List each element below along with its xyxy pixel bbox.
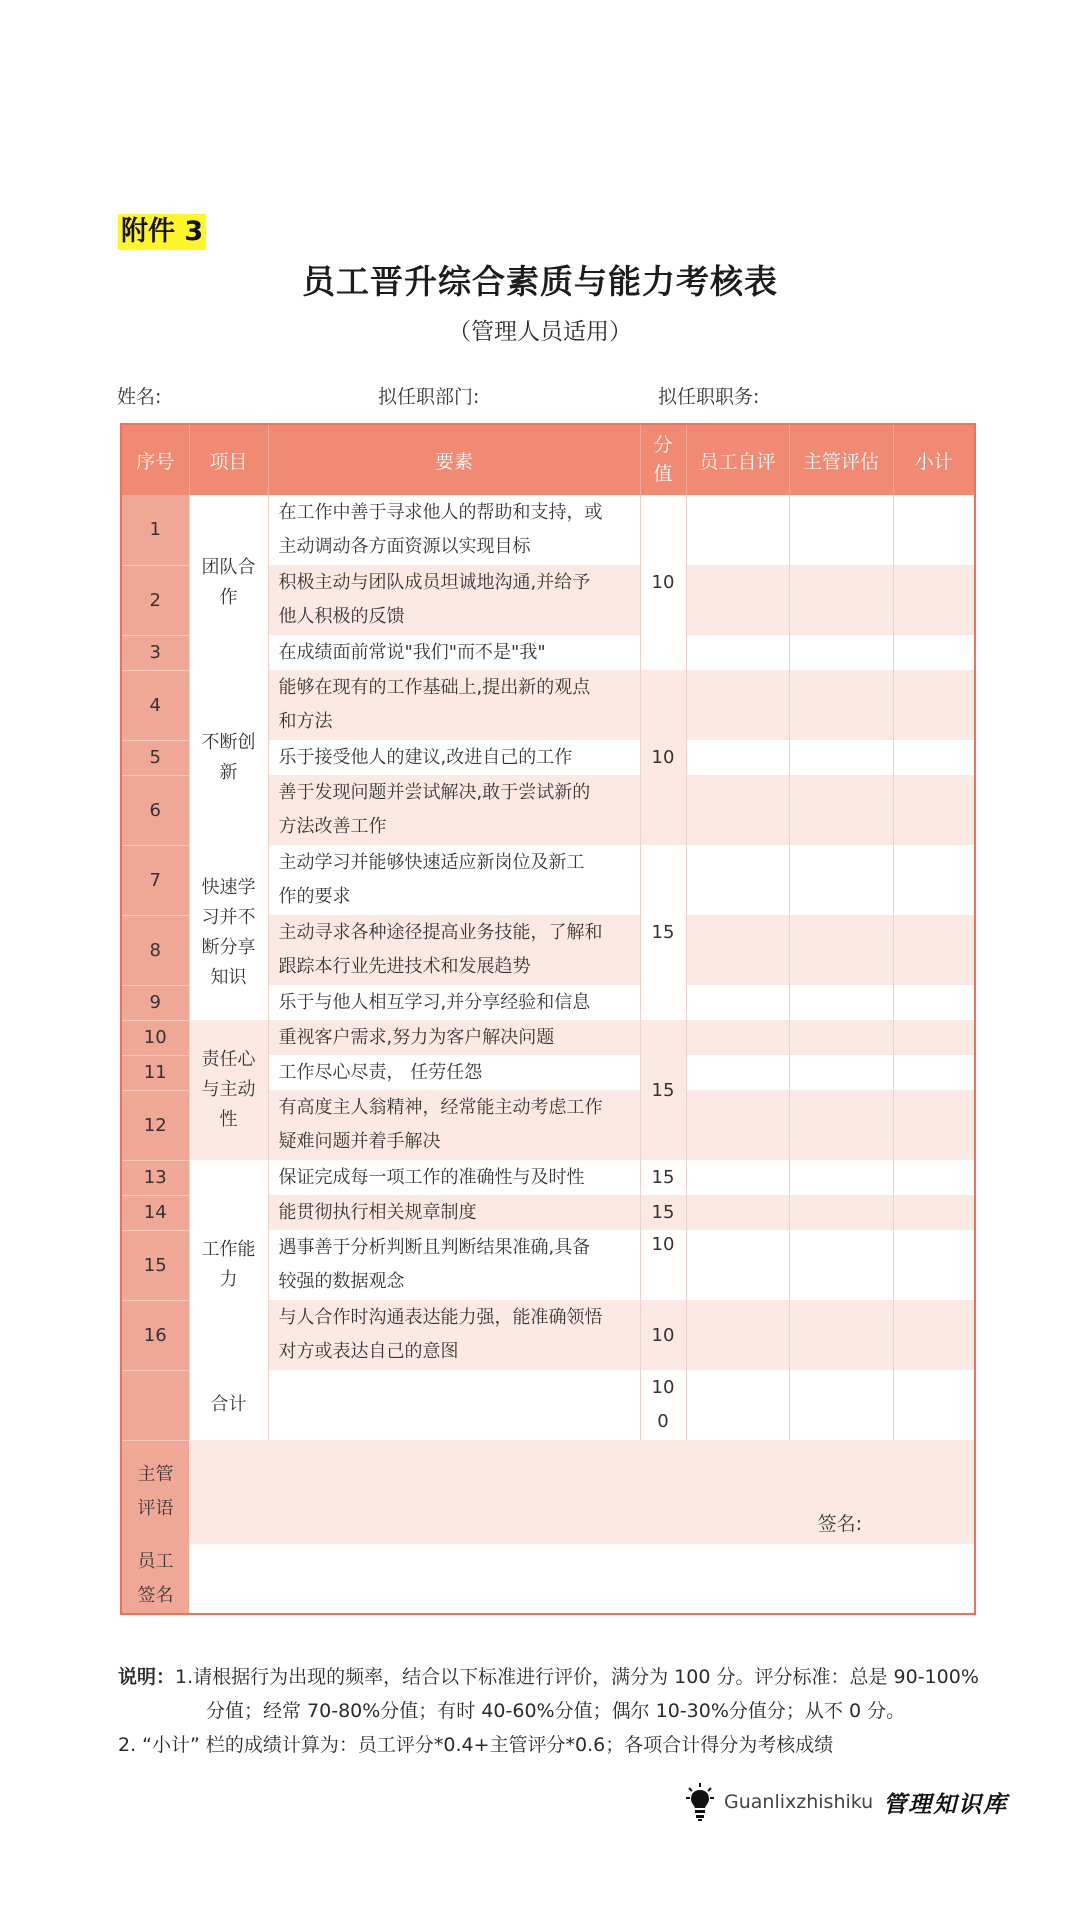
page-subtitle: （管理人员适用）: [448, 319, 632, 345]
row-index: 3: [121, 635, 189, 670]
item-label-line: 作: [219, 586, 238, 608]
note-2: 2. “小计” 栏的成绩计算为：员工评分*0.4+主管评分*0.6；各项合计得分为考核成绩: [118, 1734, 834, 1756]
element-cell: 工作尽心尽责， 任劳任怨: [268, 1055, 640, 1090]
element-line: 遇事善于分析判断且判断结果准确,具备: [278, 1237, 591, 1258]
element-line: 与人合作时沟通表达能力强，能准确领悟: [278, 1307, 603, 1328]
element-line: 能够在现有的工作基础上,提出新的观点: [278, 677, 591, 698]
manager-eval-cell[interactable]: [789, 1055, 893, 1090]
manager-eval-cell[interactable]: [789, 985, 893, 1020]
total-element-cell: [268, 1370, 640, 1440]
row-index: 6: [121, 775, 189, 845]
manager-eval-cell[interactable]: [789, 1020, 893, 1055]
element-cell: [268, 915, 640, 985]
self-eval-cell[interactable]: [686, 985, 789, 1020]
department-label: 拟任职部门:: [378, 386, 480, 408]
score-cell: 15: [640, 845, 686, 1020]
element-line: 主动学习并能够快速适应新岗位及新工: [278, 852, 585, 873]
item-responsibility: [189, 1020, 268, 1160]
label-line: 签名: [137, 1584, 174, 1606]
note-1-line-1: 1.请根据行为出现的频率，结合以下标准进行评价，满分为 100 分。评分标准：总是 90-100%: [175, 1666, 979, 1688]
manager-comment-row: [121, 1440, 975, 1544]
manager-eval-cell[interactable]: [789, 635, 893, 670]
header-score-line2: 值: [653, 463, 673, 485]
item-label-line: 知识: [210, 966, 247, 988]
notes-section: [118, 1660, 979, 1762]
table-row: [121, 845, 975, 915]
table-row: [121, 1020, 975, 1055]
element-line: 方法改善工作: [278, 816, 387, 837]
score-cell: 15: [640, 1195, 686, 1230]
item-label-line: 与主动: [201, 1079, 256, 1100]
label-line: 员工: [137, 1550, 174, 1572]
self-eval-cell[interactable]: [686, 740, 789, 775]
row-index: 5: [121, 740, 189, 775]
attachment-label: 附件 3: [118, 214, 206, 250]
lightbulb-icon: [686, 1782, 714, 1822]
header-element: 要素: [268, 424, 640, 495]
manager-eval-cell[interactable]: [789, 1195, 893, 1230]
manager-comment-field[interactable]: [189, 1440, 975, 1544]
subtotal-cell[interactable]: [893, 1160, 975, 1195]
assessment-table: [120, 423, 976, 1615]
manager-eval-cell[interactable]: [789, 495, 893, 565]
element-cell: [268, 670, 640, 740]
subtotal-cell[interactable]: [893, 1020, 975, 1055]
element-cell: 乐于接受他人的建议,改进自己的工作: [268, 740, 640, 775]
note-1-line-2: 分值；经常 70-80%分值；有时 40-60%分值；偶尔 10-30%分值分；从不 0 分。: [206, 1700, 906, 1722]
signature-label: 签名:: [817, 1513, 862, 1535]
item-label-line: 力: [219, 1269, 238, 1290]
item-innovation: [189, 670, 268, 845]
manager-eval-cell[interactable]: [789, 845, 893, 915]
brand-watermark: [686, 1780, 1008, 1824]
brand-name-en: Guanlixzhishiku: [724, 1791, 874, 1813]
row-index: 8: [121, 915, 189, 985]
header-item: 项目: [189, 424, 268, 495]
self-eval-cell[interactable]: [686, 1090, 789, 1160]
header-index: 序号: [121, 424, 189, 495]
element-cell: 保证完成每一项工作的准确性与及时性: [268, 1160, 640, 1195]
label-line: 主管: [137, 1464, 174, 1486]
element-line: 疑难问题并着手解决: [278, 1131, 441, 1152]
subtotal-cell[interactable]: [893, 915, 975, 985]
manager-eval-cell[interactable]: [789, 670, 893, 740]
element-cell: 能贯彻执行相关规章制度: [268, 1195, 640, 1230]
subtotal-cell[interactable]: [893, 565, 975, 635]
row-index: 12: [121, 1090, 189, 1160]
header-self-eval: 员工自评: [686, 424, 789, 495]
element-cell: 乐于与他人相互学习,并分享经验和信息: [268, 985, 640, 1020]
item-label-line: 习并不: [201, 906, 256, 928]
item-learning: [189, 845, 268, 1020]
item-label-line: 性: [219, 1109, 238, 1130]
element-cell: [268, 565, 640, 635]
header-score-line1: 分: [653, 434, 673, 456]
manager-comment-label: [121, 1440, 189, 1544]
self-eval-cell[interactable]: [686, 1055, 789, 1090]
row-index: 4: [121, 670, 189, 740]
employee-signature-row: [121, 1544, 975, 1614]
self-eval-cell[interactable]: [686, 670, 789, 740]
element-line: 跟踪本行业先进技术和发展趋势: [278, 956, 531, 977]
row-index: 16: [121, 1300, 189, 1370]
element-line: 主动寻求各种途径提高业务技能，了解和: [278, 922, 603, 943]
self-eval-cell[interactable]: [686, 775, 789, 845]
item-label-line: 新: [219, 761, 238, 783]
subtotal-cell[interactable]: [893, 495, 975, 565]
score-cell: 10: [640, 1300, 686, 1370]
header-score: [640, 424, 686, 495]
item-label-line: 团队合: [201, 556, 256, 578]
score-cell: 15: [640, 1020, 686, 1160]
element-cell: 在成绩面前常说"我们"而不是"我": [268, 635, 640, 670]
manager-eval-cell[interactable]: [789, 740, 893, 775]
manager-eval-cell[interactable]: [789, 1230, 893, 1300]
total-score-line: 0: [657, 1411, 669, 1432]
element-line: 对方或表达自己的意图: [278, 1341, 459, 1362]
table-row: [121, 1160, 975, 1195]
brand-name-cn: 管理知识库: [883, 1790, 1009, 1818]
self-eval-cell[interactable]: [686, 1195, 789, 1230]
element-line: 作的要求: [278, 886, 351, 907]
score-cell: 10: [640, 670, 686, 845]
manager-eval-cell[interactable]: [789, 1300, 893, 1370]
row-index: 14: [121, 1195, 189, 1230]
element-line: 积极主动与团队成员坦诚地沟通,并给予: [278, 572, 591, 593]
subtotal-cell[interactable]: [893, 1300, 975, 1370]
element-cell: [268, 1300, 640, 1370]
total-score-line: 10: [651, 1377, 675, 1398]
total-self-eval-cell[interactable]: [686, 1370, 789, 1440]
subtotal-cell[interactable]: [893, 985, 975, 1020]
row-index: 7: [121, 845, 189, 915]
page-title: 员工晋升综合素质与能力考核表: [302, 262, 778, 301]
subtotal-cell[interactable]: [893, 1195, 975, 1230]
item-label-line: 不断创: [201, 731, 256, 753]
item-label-line: 快速学: [201, 876, 256, 898]
row-index: 10: [121, 1020, 189, 1055]
self-eval-cell[interactable]: [686, 565, 789, 635]
self-eval-cell[interactable]: [686, 915, 789, 985]
manager-eval-cell[interactable]: [789, 565, 893, 635]
total-index-cell: [121, 1370, 189, 1440]
element-cell: 重视客户需求,努力为客户解决问题: [268, 1020, 640, 1055]
row-index: 9: [121, 985, 189, 1020]
subtotal-cell[interactable]: [893, 845, 975, 915]
element-line: 主动调动各方面资源以实现目标: [278, 536, 531, 557]
table-row: [121, 670, 975, 740]
table-row: [121, 495, 975, 565]
item-label-line: 断分享: [201, 936, 256, 958]
item-team-cooperation: [189, 495, 268, 670]
subtotal-cell[interactable]: [893, 740, 975, 775]
element-line: 较强的数据观念: [278, 1271, 405, 1292]
element-cell: [268, 495, 640, 565]
label-line: 评语: [137, 1498, 174, 1520]
row-index: 13: [121, 1160, 189, 1195]
total-label: 合计: [189, 1370, 268, 1440]
notes-lead: 说明：: [118, 1666, 176, 1688]
subtotal-cell[interactable]: [893, 1090, 975, 1160]
table-header-row: [121, 424, 975, 495]
item-label-line: 工作能: [201, 1239, 256, 1260]
score-cell: 10: [640, 1230, 686, 1300]
row-index: 15: [121, 1230, 189, 1300]
manager-eval-cell[interactable]: [789, 1090, 893, 1160]
manager-eval-cell[interactable]: [789, 1160, 893, 1195]
element-cell: [268, 1090, 640, 1160]
item-work-ability: [189, 1160, 268, 1370]
self-eval-cell[interactable]: [686, 1020, 789, 1055]
header-manager-eval: 主管评估: [789, 424, 893, 495]
total-subtotal-cell[interactable]: [893, 1370, 975, 1440]
row-index: 11: [121, 1055, 189, 1090]
note-1: [118, 1660, 979, 1694]
score-cell: 10: [640, 495, 686, 670]
employee-signature-field[interactable]: [189, 1544, 975, 1614]
element-line: 善于发现问题并尝试解决,敢于尝试新的: [278, 782, 591, 803]
self-eval-cell[interactable]: [686, 1160, 789, 1195]
row-index: 1: [121, 495, 189, 565]
total-row: [121, 1370, 975, 1440]
employee-signature-label: [121, 1544, 189, 1614]
subtotal-cell[interactable]: [893, 775, 975, 845]
header-subtotal: 小计: [893, 424, 975, 495]
subtotal-cell[interactable]: [893, 635, 975, 670]
element-cell: [268, 775, 640, 845]
row-index: 2: [121, 565, 189, 635]
self-eval-cell[interactable]: [686, 495, 789, 565]
element-cell: [268, 1230, 640, 1300]
name-label: 姓名:: [117, 386, 162, 408]
score-cell: 15: [640, 1160, 686, 1195]
element-line: 他人积极的反馈: [278, 606, 405, 627]
subtotal-cell[interactable]: [893, 670, 975, 740]
manager-eval-cell[interactable]: [789, 775, 893, 845]
element-cell: [268, 845, 640, 915]
total-manager-eval-cell[interactable]: [789, 1370, 893, 1440]
element-line: 有高度主人翁精神，经常能主动考虑工作: [278, 1097, 603, 1118]
total-score: [640, 1370, 686, 1440]
element-line: 在工作中善于寻求他人的帮助和支持，或: [278, 502, 603, 523]
position-label: 拟任职职务:: [658, 386, 760, 408]
self-eval-cell[interactable]: [686, 1300, 789, 1370]
subtotal-cell[interactable]: [893, 1055, 975, 1090]
self-eval-cell[interactable]: [686, 1230, 789, 1300]
item-label-line: 责任心: [201, 1049, 256, 1070]
self-eval-cell[interactable]: [686, 845, 789, 915]
subtotal-cell[interactable]: [893, 1230, 975, 1300]
self-eval-cell[interactable]: [686, 635, 789, 670]
manager-eval-cell[interactable]: [789, 915, 893, 985]
element-line: 和方法: [278, 711, 333, 732]
